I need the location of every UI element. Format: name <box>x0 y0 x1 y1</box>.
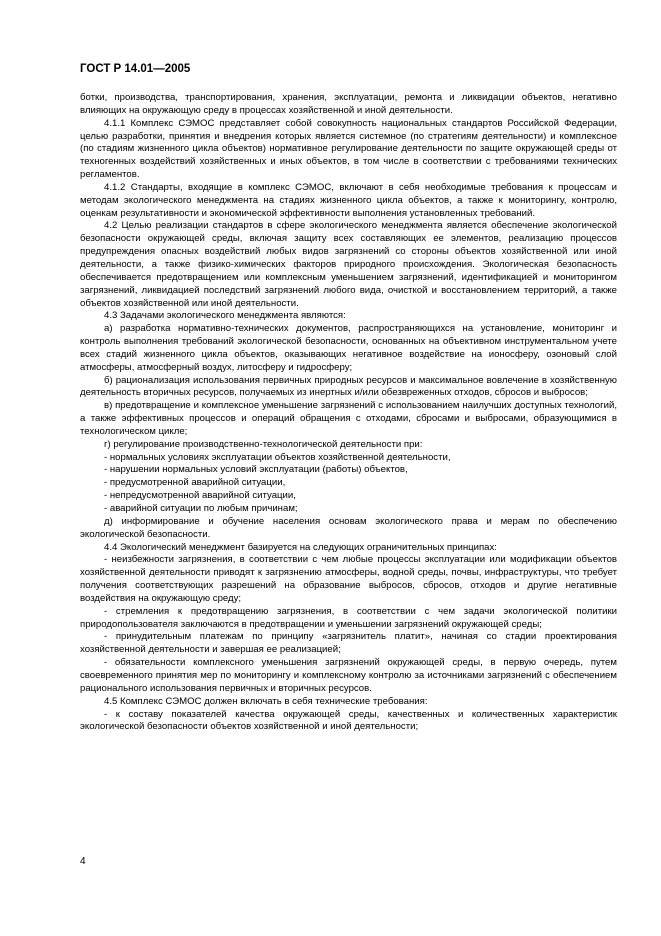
paragraph-4-3: 4.3 Задачами экологического менеджмента являются: <box>104 310 346 322</box>
principle-item-2: - стремления к предотвращению загрязнения, в соответствии с чем задачи экологической политики природопользователя заключаются в предотвращении и уменьшении загрязнений окружающей среды; <box>80 605 617 630</box>
page-number: 4 <box>80 856 86 867</box>
requirement-item-1: - к составу показателей качества окружающей среды, качественных и количественных характеристик экологической безопасности объектов хозяйственной и иной деятельности; <box>80 708 617 733</box>
list-item-g: г) регулирование производственно-технологической деятельности при: <box>104 438 423 450</box>
list-item-g-3: - предусмотренной аварийной ситуации, <box>104 477 286 489</box>
principle-item-1: - неизбежности загрязнения, в соответствии с чем любые процессы эксплуатации или модификации объектов хозяйственной деятельности приводят к загрязнению атмосферы, водной среды, почвы, инфраструктуры, что требует получения соответствующих разрешений на образование выбросов, сбросов, отходов и другие негативные воздействия на окружающую среду; <box>80 554 617 604</box>
principle-item-3: - принудительным платежам по принципу «загрязнитель платит», начиная со стадии проектирования хозяйственной деятельности и завершая ее реализацией; <box>80 631 617 656</box>
list-item-b: б) рационализация использования первичных природных ресурсов и максимальное вовлечение в хозяйственную деятельность вторичных ресурсов, получаемых из инертных и/или обезвреженных отходов, сбросов и выбросов; <box>80 374 617 399</box>
paragraph-4-1-1: 4.1.1 Комплекс СЭМОС представляет собой совокупность национальных стандартов Российской Федерации, целью разработки, принятия и внедрения которых является системное (по стратегиям деятельности) и комплексное (по стадиям жизненного цикла объектов) нормативное регулирование деятельности по защите окружающей среды от техногенных воздействий хозяйственных и иных объектов, в том числе в соответствии с требованиями технических регламентов. <box>80 117 617 181</box>
paragraph-4-2: 4.2 Целью реализации стандартов в сфере экологического менеджмента является обеспечение экологической безопасности окружающей среды, включая защиту всех составляющих ее элементов, реализацию процессов предупреждения опасных воздействий любых видов загрязнений со стороны объектов хозяйственной или иной деятельности, а также физико-химических факторов природного происхождения. Экологическая безопасность обеспечивается предотвращением или комплексным уменьшением загрязнений, идентификацией и мониторингом загрязнений, ликвидацией последствий загрязнений любого вида, очисткой и восстановлением территорий, а также объектов хозяйственной или иной деятельности. <box>80 220 617 309</box>
document-header: ГОСТ Р 14.01—2005 <box>80 63 191 75</box>
principle-item-4: - обязательности комплексного уменьшения загрязнений окружающей среды, в первую очередь, путем своевременного принятия мер по мониторингу и комплексному контролю за источниками загрязнений с обеспечением рационального использования первичных и вторичных ресурсов. <box>80 657 617 694</box>
paragraph-4-4: 4.4 Экологический менеджмент базируется на следующих ограничительных принципах: <box>104 541 497 553</box>
list-item-g-2: - нарушении нормальных условий эксплуатации (работы) объектов, <box>104 464 408 476</box>
list-item-a: а) разработка нормативно-технических документов, распространяющихся на установление, мониторинг и контроль выполнения требований экологической безопасности, основанных на объективном инструментальном учете всех стадий жизненного цикла объектов, оказывающих негативное воздействие на ионосферу, озоновый слой атмосферы, атмосферный воздух, литосферу и гидросферу; <box>80 323 617 373</box>
document-body <box>80 92 617 734</box>
paragraph-continuation: ботки, производства, транспортирования, хранения, эксплуатации, ремонта и ликвидации объектов, негативно влияющих на окружающую среду в процессах хозяйственной и иной деятельности. <box>80 92 617 116</box>
paragraph-4-5: 4.5 Комплекс СЭМОС должен включать в себя технические требования: <box>104 695 428 707</box>
list-item-g-1: - нормальных условиях эксплуатации объектов хозяйственной деятельности, <box>104 451 451 463</box>
list-item-d: д) информирование и обучение населения основам экологического права и мерам по обеспечению экологической безопасности. <box>80 515 617 540</box>
list-item-g-4: - непредусмотренной аварийной ситуации, <box>104 490 296 502</box>
paragraph-4-1-2: 4.1.2 Стандарты, входящие в комплекс СЭМОС, включают в себя необходимые требования к процессам и методам экологического менеджмента на стадиях жизненного цикла объектов, а также к мониторингу, контролю, оценкам результативности и экономической эффективности выполнения установленных требований. <box>80 181 617 219</box>
list-item-v: в) предотвращение и комплексное уменьшение загрязнений с использованием наилучших доступных технологий, а также эффективных процессов и операций обращения с отходами, сбросами и выбросами, образующимися в технологическом цикле; <box>80 400 617 437</box>
list-item-g-5: - аварийной ситуации по любым причинам; <box>104 503 298 514</box>
